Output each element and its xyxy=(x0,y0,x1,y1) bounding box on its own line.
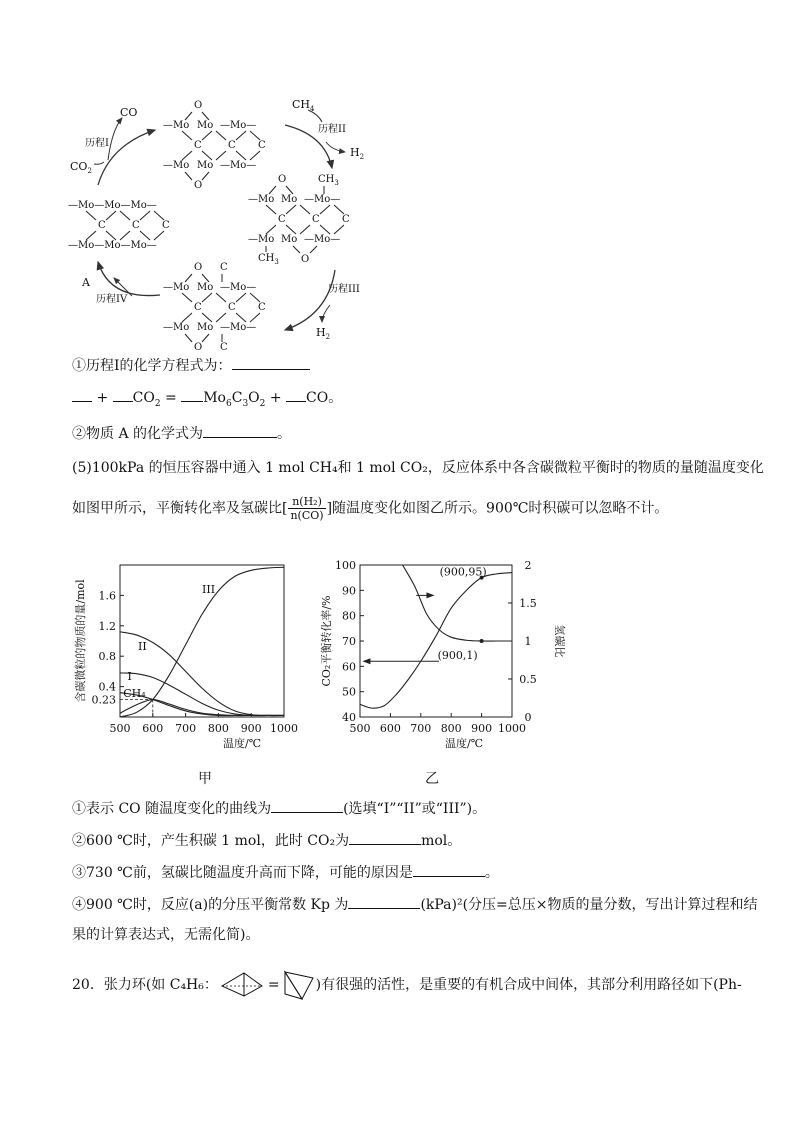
y-tick-label: 50 xyxy=(342,685,356,699)
atom-label: Mo xyxy=(197,160,214,171)
atom-label: C xyxy=(258,140,266,151)
y2-tick-label: 0.5 xyxy=(519,673,537,686)
label-h2: $H_2$ xyxy=(350,146,365,161)
annotation-point xyxy=(480,639,484,643)
y-tick-label: 1.6 xyxy=(98,589,116,603)
y-tick-label: 0.4 xyxy=(98,680,116,694)
answer-blank[interactable] xyxy=(413,862,485,877)
reaction-cycle-diagram xyxy=(60,90,390,350)
y2-tick-label: 2 xyxy=(524,559,532,572)
atom-label: O xyxy=(194,342,203,350)
x-tick-label: 700 xyxy=(410,722,432,735)
right-molecule xyxy=(248,174,350,266)
q5-line2: 如图甲所示，平衡转化率及氢碳比[ $\frac{\text{n(H₂)}}{n(CO)}$ ]随温度变化如图乙所示。900℃时积碳可以忽略不计。 xyxy=(72,495,669,522)
q5-item2: ②600 ℃时，产生积碳 1 mol，此时 CO₂为 mol。 xyxy=(72,830,461,851)
label-ch4: $CH_4$ xyxy=(292,98,315,113)
label-step3: 历程III xyxy=(328,284,360,295)
chart-jia xyxy=(70,555,300,760)
annotation-label: (900,1) xyxy=(437,649,478,662)
atom-label: $CH_3$ xyxy=(318,174,339,187)
y-axis-label: CO₂平衡转化率/% xyxy=(320,595,333,687)
answer-blank[interactable] xyxy=(349,830,421,845)
series-label: CH₄ xyxy=(123,687,146,701)
series-label: III xyxy=(202,583,216,597)
atom-label: C xyxy=(342,214,350,225)
atom-label: Mo xyxy=(197,282,214,293)
atom-label: Mo xyxy=(197,322,214,333)
atom-label: —Mo— xyxy=(220,120,257,131)
series-label: I xyxy=(127,669,132,683)
answer-blank[interactable] xyxy=(181,387,203,402)
atom-label: —Mo—Mo—Mo— xyxy=(68,240,157,251)
atom-label: C xyxy=(132,220,140,231)
y2-tick-label: 0 xyxy=(524,711,532,724)
label-step4: 历程IV xyxy=(96,294,128,305)
answer-blank[interactable] xyxy=(271,798,343,813)
q5-item1: ①表示 CO 随温度变化的曲线为 (选填“I”“II”或“III”)。 xyxy=(72,798,486,819)
y-tick-label: 1.2 xyxy=(98,619,116,633)
y-tick-label: 70 xyxy=(342,635,356,648)
answer-blank[interactable] xyxy=(113,387,133,402)
label-co2: $CO_2$ xyxy=(70,160,92,175)
atom-label: Mo xyxy=(281,234,298,245)
atom-label: C xyxy=(278,214,286,225)
atom-label: C xyxy=(228,140,236,151)
label-h2-step3: $H_2$ xyxy=(316,326,331,341)
q5-item4-line2: 果的计算表达式，无需化简)。 xyxy=(72,927,260,943)
q4-item2: ②物质 A 的化学式为 。 xyxy=(72,423,291,444)
bottom-molecule xyxy=(163,262,266,350)
x-tick-label: 500 xyxy=(349,722,371,735)
answer-blank[interactable] xyxy=(72,387,92,402)
atom-label: —Mo xyxy=(163,282,190,293)
bicyclobutane-structure xyxy=(218,970,266,1000)
atom-label: —Mo— xyxy=(304,194,341,205)
y-tick-label: 60 xyxy=(342,660,356,674)
atom-label: —Mo xyxy=(163,120,190,131)
atom-label: —Mo xyxy=(248,194,275,205)
label-step2: 历程II xyxy=(318,124,346,135)
x-tick-label: 600 xyxy=(142,722,164,735)
y-tick-label: 0.23 xyxy=(91,693,116,707)
answer-blank[interactable] xyxy=(203,423,277,438)
atom-label: Mo xyxy=(281,194,298,205)
atom-label: —Mo xyxy=(163,160,190,171)
atom-label: C xyxy=(194,302,202,313)
atom-label: $CH_3$ xyxy=(258,253,279,266)
x-tick-label: 800 xyxy=(207,722,229,735)
y2-tick-label: 1.5 xyxy=(519,597,537,610)
label-co: CO xyxy=(120,106,138,119)
series-label: II xyxy=(138,640,147,654)
y-tick-label: 40 xyxy=(342,711,356,724)
x-tick-label: 1000 xyxy=(270,722,298,735)
atom-label: —Mo— xyxy=(220,322,257,333)
x-tick-label: 500 xyxy=(109,722,131,735)
atom-label: C xyxy=(228,302,236,313)
top-molecule xyxy=(163,100,266,191)
atom-label: C xyxy=(220,342,228,350)
x-tick-label: 1000 xyxy=(498,722,526,735)
bicyclobutane-structure-alt xyxy=(282,968,316,1002)
hydrogen-carbon-ratio-fraction: $\frac{\text{n(H₂)}}{n(CO)}$ xyxy=(290,495,324,522)
chart-yi xyxy=(318,555,568,760)
x-tick-label: 700 xyxy=(175,722,197,735)
arrow-step3 xyxy=(285,270,335,330)
atom-label: —Mo—Mo—Mo— xyxy=(68,200,157,211)
x-axis-label: 温度/℃ xyxy=(444,737,484,750)
q5-item3: ③730 ℃前，氢碳比随温度升高而下降，可能的原因是 。 xyxy=(72,862,499,883)
atom-label: C xyxy=(194,140,202,151)
annotation-label: (900,95) xyxy=(439,565,487,579)
y-tick-label: 80 xyxy=(342,609,356,623)
q20-line: 20．张力环(如 C₄H₆： = )有很强的活性，是重要的有机合成中间体，其部分利用路径如下(Ph- xyxy=(72,968,742,1002)
atom-label: —Mo xyxy=(163,322,190,333)
answer-blank[interactable] xyxy=(348,894,420,909)
q5-line1: (5)100kPa 的恒压容器中通入 1 mol CH₄和 1 mol CO₂，反应体系中各含碳微粒平衡时的物质的量随温度变化 xyxy=(72,460,764,476)
y-tick-label: 100 xyxy=(335,559,356,572)
y-axis-label: 含碳微粒的物质的量/mol xyxy=(74,579,87,703)
arrow-head xyxy=(362,658,370,664)
chart-jia-caption: 甲 xyxy=(198,771,212,787)
arrow-step4 xyxy=(98,262,160,296)
y2-axis-label: 氢碳比 xyxy=(553,624,566,658)
atom-label: C xyxy=(98,220,106,231)
series-line xyxy=(360,573,512,709)
y2-tick-label: 1 xyxy=(524,635,532,648)
atom-label: C xyxy=(258,302,266,313)
atom-label: O xyxy=(301,254,310,265)
atom-label: Mo xyxy=(197,120,214,131)
atom-label: —Mo— xyxy=(304,234,341,245)
atom-label: —Mo xyxy=(248,234,275,245)
label-step1: 历程I xyxy=(85,138,109,149)
atom-label: O xyxy=(194,100,203,111)
atom-label: C xyxy=(162,220,170,231)
x-tick-label: 900 xyxy=(471,722,493,735)
atom-label: —Mo— xyxy=(220,282,257,293)
q4-item1: ①历程I的化学方程式为： xyxy=(72,355,310,376)
atom-label: O xyxy=(194,180,203,191)
y-tick-label: 0.8 xyxy=(98,650,116,664)
answer-blank[interactable] xyxy=(286,387,306,402)
y-tick-label: 90 xyxy=(342,584,356,598)
x-tick-label: 600 xyxy=(379,722,401,735)
atom-label: O xyxy=(278,174,287,185)
left-molecule xyxy=(68,200,170,251)
x-tick-label: 900 xyxy=(240,722,262,735)
q4-equation: + $CO_2 = Mo_6C_3O_2$ + CO。 xyxy=(72,387,342,414)
atom-label: —Mo— xyxy=(220,160,257,171)
x-tick-label: 800 xyxy=(440,722,462,735)
x-axis-label: 温度/℃ xyxy=(222,737,262,750)
arrow-head xyxy=(426,592,434,598)
chart-yi-caption: 乙 xyxy=(425,771,439,787)
atom-label: C xyxy=(220,262,228,273)
atom-label: C xyxy=(312,214,320,225)
answer-blank[interactable] xyxy=(232,355,310,370)
q5-item4: ④900 ℃时，反应(a)的分压平衡常数 Kp 为 (kPa)²(分压=总压×物质的量分数，写出计算过程和结 xyxy=(72,894,758,915)
atom-label: O xyxy=(194,262,203,273)
label-a: A xyxy=(82,276,90,289)
